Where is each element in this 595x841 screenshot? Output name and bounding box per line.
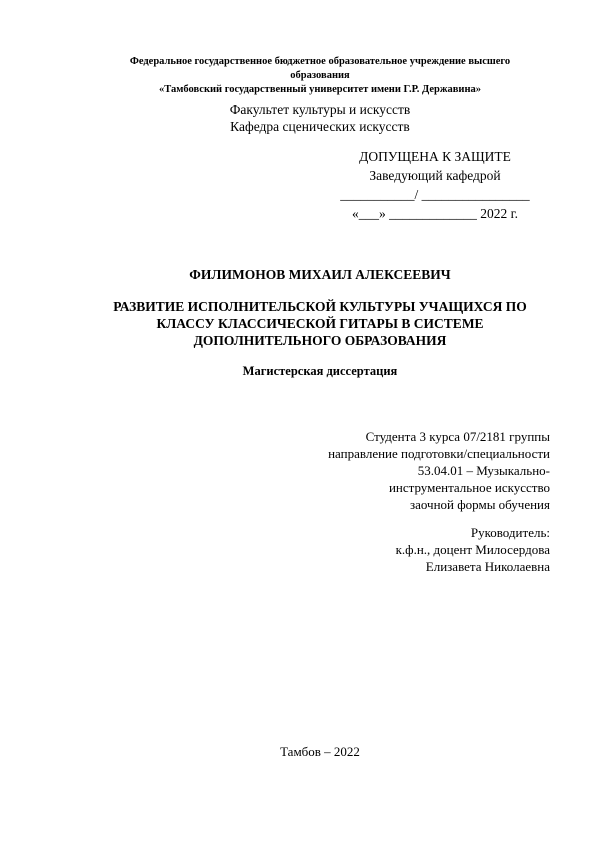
faculty-name: Факультет культуры и искусств (229, 102, 411, 117)
thesis-title-line-2: КЛАССУ КЛАССИЧЕСКОЙ ГИТАРЫ В СИСТЕМЕ (156, 316, 484, 331)
institution-header (60, 55, 580, 97)
approval-heading: ДОПУЩЕНА К ЗАЩИТЕ (359, 149, 511, 164)
approval-signature-line: ___________/ ________________ (340, 187, 530, 202)
department-name: Кафедра сценических искусств (230, 119, 410, 134)
approval-date-line: «___» _____________ 2022 г. (351, 206, 518, 221)
institution-line-3: «Тамбовский государственный университет имени Г.Р. Державина» (159, 84, 481, 95)
student-line-4: инструментальное искусство (388, 480, 550, 495)
thesis-title-line-1: РАЗВИТИЕ ИСПОЛНИТЕЛЬСКОЙ КУЛЬТУРЫ УЧАЩИХСЯ ПО (113, 299, 527, 314)
institution-line-2: образования (290, 70, 350, 81)
supervisor-info (250, 524, 550, 575)
student-line-2: направление подготовки/специальности (328, 446, 550, 461)
student-line-5: заочной формы обучения (409, 497, 550, 512)
institution-line-1: Федеральное государственное бюджетное образовательное учреждение высшего (129, 56, 511, 67)
faculty-block (60, 101, 580, 135)
thesis-title-line-3: ДОПОЛНИТЕЛЬНОГО ОБРАЗОВАНИЯ (193, 333, 447, 348)
approval-block (320, 147, 550, 223)
student-info (250, 428, 550, 513)
student-line-1: Студента 3 курса 07/2181 группы (365, 429, 550, 444)
work-type: Магистерская диссертация (242, 364, 398, 378)
thesis-title (40, 298, 595, 349)
supervisor-line-1: к.ф.н., доцент Милосердова (395, 542, 550, 557)
city-year: Тамбов – 2022 (280, 744, 360, 759)
author-name: ФИЛИМОНОВ МИХАИЛ АЛЕКСЕЕВИЧ (189, 267, 451, 282)
supervisor-label: Руководитель: (470, 525, 550, 540)
supervisor-line-2: Елизавета Николаевна (425, 559, 550, 574)
approval-role: Заведующий кафедрой (369, 168, 501, 183)
student-line-3: 53.04.01 – Музыкально- (417, 463, 550, 478)
